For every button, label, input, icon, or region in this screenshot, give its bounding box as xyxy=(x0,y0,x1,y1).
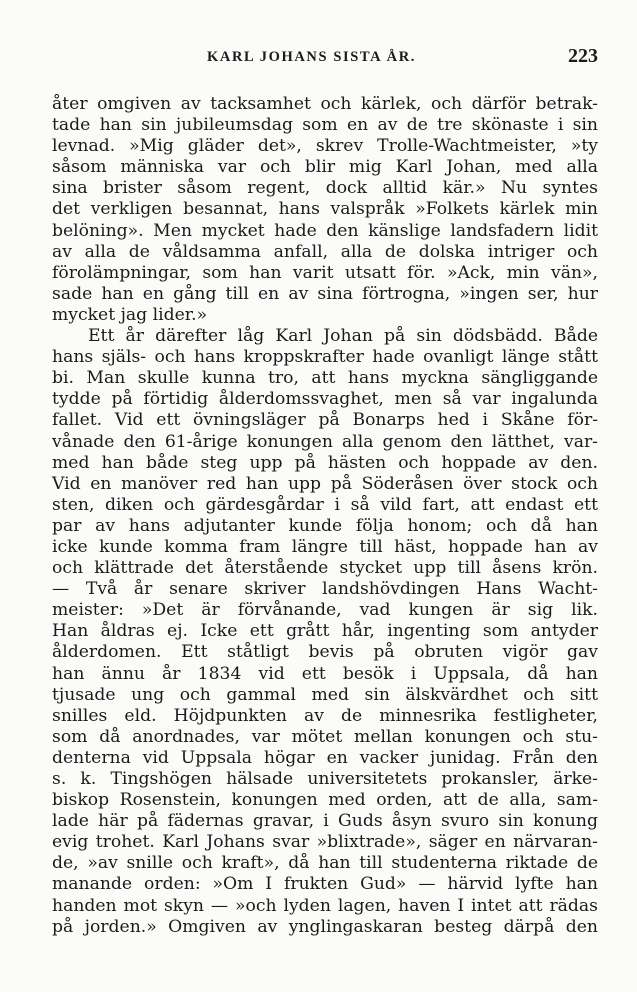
text-line: förolämpningar, som han varit utsatt för. »Ack, min vän», xyxy=(52,262,598,283)
text-line: tjusade ung och gammal med sin älskvärdhet och sitt xyxy=(52,684,598,705)
text-line: bi. Man skulle kunna tro, att hans myckna sängliggande xyxy=(52,368,598,389)
text-line: biskop Rosenstein, konungen med orden, att de alla, sam- xyxy=(52,790,598,811)
running-title: KARL JOHANS SISTA ÅR. xyxy=(207,49,416,65)
text-line: handen mot skyn — »och lyden lagen, haven I intet att rädas xyxy=(52,895,598,916)
text-line: Vid en manöver red han upp på Söderåsen över stock och xyxy=(52,473,598,494)
text-line: evig trohet. Karl Johans svar »blixtrade», säger en närvaran- xyxy=(52,832,598,853)
text-line: han ännu år 1834 vid ett besök i Uppsala, då han xyxy=(52,663,598,684)
text-line: s. k. Tingshögen hälsade universitetets prokansler, ärke- xyxy=(52,769,598,789)
text-line: meister: »Det är förvånande, vad kungen är sig lik. xyxy=(52,600,598,621)
text-line: såsom människa var och blir mig Karl Johan, med alla xyxy=(52,157,598,178)
text-line: Han åldras ej. Icke ett grått hår, ingenting som antyder xyxy=(52,621,598,642)
text-line: på jorden.» Omgiven av ynglingaskaran besteg därpå den xyxy=(52,916,598,937)
text-line: Ett år därefter låg Karl Johan på sin dödsbädd. Både xyxy=(88,326,598,347)
text-line: tade han sin jubileumsdag som en av de tre skönaste i sin xyxy=(52,115,598,136)
text-line: de, »av snille och kraft», då han till studenterna riktade de xyxy=(52,853,598,874)
text-line: sten, diken och gärdesgårdar i så vild fart, att endast ett xyxy=(52,494,598,515)
text-line: åter omgiven av tacksamhet och kärlek, och därför betrak- xyxy=(52,94,598,114)
text-line: fallet. Vid ett övningsläger på Bonarps hed i Skåne för- xyxy=(52,410,598,431)
text-line: — Två år senare skriver landshövdingen Hans Wacht- xyxy=(52,579,598,600)
text-line: snilles eld. Höjdpunkten av de minnesrika festligheter, xyxy=(52,705,598,726)
text-line: ålderdomen. Ett ståtligt bevis på obruten vigör gav xyxy=(52,642,598,663)
text-line: tydde på förtidig ålderdomssvaghet, men så var ingalunda xyxy=(52,389,598,410)
text-line: denterna vid Uppsala högar en vacker junidag. Från den xyxy=(52,747,598,768)
text-line: icke kunde komma fram längre till häst, hoppade han av xyxy=(52,536,598,557)
text-line: hans själs- och hans kroppskrafter hade ovanligt länge stått xyxy=(52,347,598,368)
body-text xyxy=(52,94,598,938)
text-line: sade han en gång till en av sina förtrogna, »ingen ser, hur xyxy=(52,283,598,304)
text-line: av alla de våldsamma anfall, alla de dolska intriger och xyxy=(52,241,598,262)
text-line: mycket jag lider.» xyxy=(52,304,208,325)
page-number: 223 xyxy=(568,45,598,67)
text-line: levnad. »Mig gläder det», skrev Trolle-Wachtmeister, »ty xyxy=(52,136,598,157)
text-line: manande orden: »Om I frukten Gud» — härvid lyfte han xyxy=(52,874,598,895)
text-line: par av hans adjutanter kunde följa honom; och då han xyxy=(52,515,598,536)
text-line: vånade den 61-årige konungen alla genom den lätthet, var- xyxy=(52,431,598,452)
text-line: lade här på fädernas gravar, i Guds åsyn svuro sin konung xyxy=(52,811,598,832)
text-line: som då anordnades, var mötet mellan konungen och stu- xyxy=(52,726,598,747)
page-header xyxy=(52,45,598,71)
text-line: med han både steg upp på hästen och hoppade av den. xyxy=(52,452,598,473)
text-line: och klättrade det återstående stycket upp till åsens krön. xyxy=(52,558,598,579)
text-line: sina brister såsom regent, dock alltid kär.» Nu syntes xyxy=(52,178,598,199)
text-line: belöning». Men mycket hade den känslige landsfadern lidit xyxy=(52,220,598,241)
text-line: det verkligen besannat, hans valspråk »Folkets kärlek min xyxy=(52,199,598,220)
